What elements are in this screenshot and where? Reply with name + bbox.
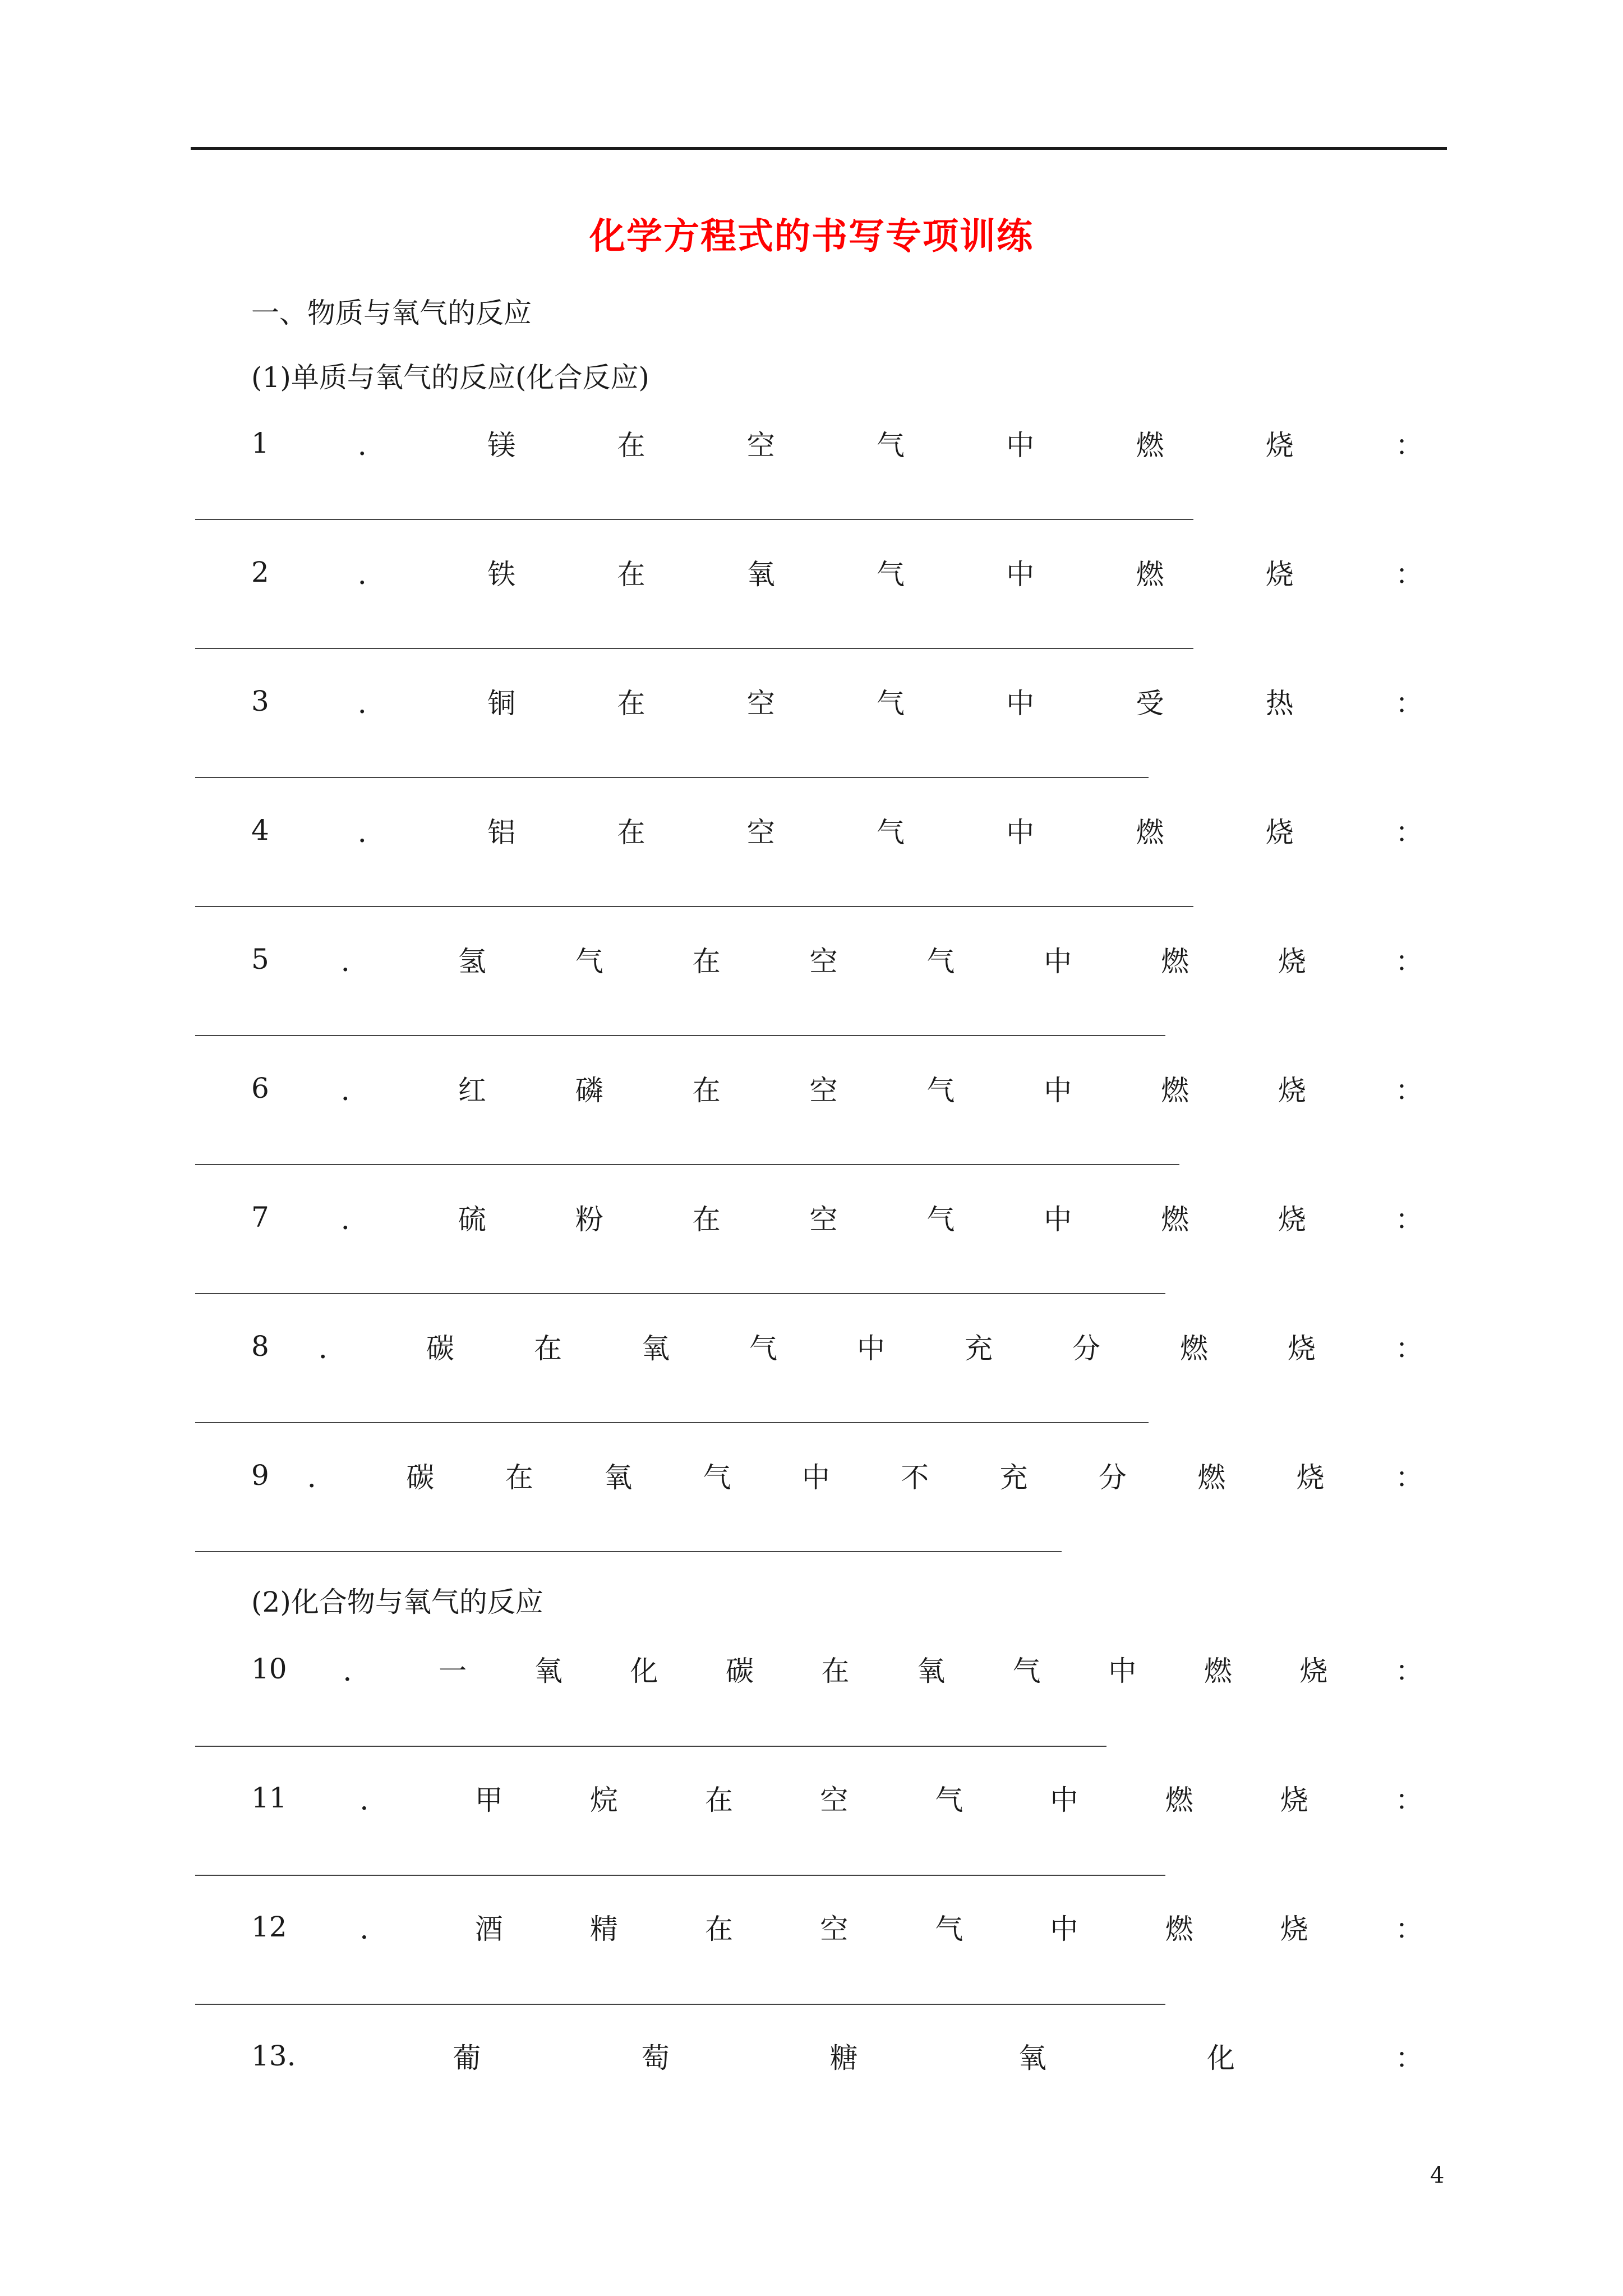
question-char: 甲: [474, 1784, 503, 1816]
separator: ．: [358, 558, 386, 591]
question-char: 氢: [458, 945, 486, 978]
separator: ．: [319, 1332, 347, 1365]
question-char: 空: [746, 687, 775, 720]
separator: ．: [341, 1203, 369, 1236]
question-char: 磷: [575, 1074, 603, 1107]
colon: ：: [1395, 2042, 1423, 2074]
question-char: 在: [692, 1203, 721, 1236]
question-char: 中: [1044, 1203, 1072, 1236]
question-char: 中: [1050, 1913, 1078, 1945]
question-char: 化: [1206, 2042, 1235, 2074]
question-char: 气: [749, 1332, 777, 1365]
question-char: 氧: [604, 1461, 633, 1494]
question-char: 镁: [487, 429, 516, 462]
question-char: 碳: [426, 1332, 454, 1365]
question-char: 精: [589, 1913, 618, 1945]
question-char: 中: [1006, 816, 1035, 849]
question-12: [251, 1909, 1423, 1945]
question-char: 中: [801, 1461, 830, 1494]
question-char: 在: [534, 1332, 562, 1365]
separator: ．: [358, 429, 386, 462]
question-char: 燃: [1136, 558, 1164, 591]
question-10: [251, 1651, 1423, 1687]
colon: ：: [1395, 816, 1423, 849]
question-number: 11: [251, 1782, 287, 1814]
question-char: 氧: [1018, 2042, 1046, 2074]
question-char: 中: [1108, 1655, 1137, 1687]
answer-line: [195, 1746, 1106, 1747]
section-heading: 一、物质与氧气的反应: [251, 297, 532, 329]
separator: ．: [341, 945, 369, 978]
question-char: 在: [617, 816, 645, 849]
question-number: 9: [251, 1459, 269, 1492]
question-6: [251, 1070, 1423, 1106]
question-char: 燃: [1204, 1655, 1232, 1687]
question-char: 空: [820, 1784, 849, 1816]
question-char: 铜: [487, 687, 516, 720]
question-number: 10: [251, 1653, 287, 1685]
question-char: 糖: [829, 2042, 858, 2074]
answer-line: [195, 1293, 1165, 1294]
question-char: 氧: [746, 558, 775, 591]
question-char: 燃: [1136, 816, 1164, 849]
colon: ：: [1395, 429, 1423, 462]
question-char: 热: [1265, 687, 1294, 720]
question-char: 中: [1044, 945, 1072, 978]
question-char: 空: [746, 816, 775, 849]
question-4: [251, 812, 1423, 848]
question-5: [251, 941, 1423, 977]
question-char: 不: [901, 1461, 929, 1494]
question-char: 中: [1050, 1784, 1078, 1816]
colon: ：: [1395, 1913, 1423, 1945]
question-char: 烧: [1265, 816, 1294, 849]
question-char: 葡: [453, 2042, 481, 2074]
page-title: 化学方程式的书写专项训练: [589, 215, 1034, 257]
answer-line: [195, 519, 1193, 520]
question-char: 充: [965, 1332, 993, 1365]
question-char: 充: [999, 1461, 1028, 1494]
question-char: 碳: [406, 1461, 435, 1494]
separator: ．: [307, 1461, 335, 1494]
answer-line: [195, 1422, 1149, 1423]
answer-line: [195, 1875, 1165, 1876]
question-char: 在: [705, 1913, 734, 1945]
question-char: 在: [692, 1074, 721, 1107]
colon: ：: [1395, 1203, 1423, 1236]
question-char: 烧: [1265, 429, 1294, 462]
question-2: [251, 554, 1423, 590]
question-3: [251, 683, 1423, 719]
question-char: 气: [926, 1203, 955, 1236]
separator: ．: [358, 816, 386, 849]
question-char: 烧: [1278, 1203, 1306, 1236]
question-char: 烧: [1278, 945, 1306, 978]
question-char: 中: [1006, 429, 1035, 462]
question-char: 气: [877, 429, 905, 462]
colon: ：: [1395, 945, 1423, 978]
question-char: 在: [692, 945, 721, 978]
question-char: 在: [505, 1461, 533, 1494]
question-number: 13.: [251, 2040, 296, 2072]
question-char: 分: [1098, 1461, 1127, 1494]
question-char: 中: [1006, 558, 1035, 591]
question-9: [251, 1457, 1423, 1493]
question-number: 5: [251, 943, 269, 976]
question-char: 烧: [1288, 1332, 1316, 1365]
question-number: 3: [251, 685, 269, 717]
question-number: 7: [251, 1201, 269, 1234]
colon: ：: [1395, 1655, 1423, 1687]
answer-line: [195, 1164, 1179, 1165]
separator: ．: [358, 687, 386, 720]
separator: ．: [359, 1784, 388, 1816]
question-char: 一: [439, 1655, 467, 1687]
question-char: 气: [703, 1461, 731, 1494]
question-char: 在: [705, 1784, 734, 1816]
question-char: 燃: [1136, 429, 1164, 462]
question-number: 12: [251, 1911, 287, 1943]
question-char: 酒: [474, 1913, 503, 1945]
question-number: 2: [251, 556, 269, 588]
question-char: 粉: [575, 1203, 603, 1236]
question-char: 气: [575, 945, 603, 978]
question-char: 硫: [458, 1203, 486, 1236]
question-char: 氧: [917, 1655, 946, 1687]
question-char: 气: [877, 558, 905, 591]
question-char: 燃: [1197, 1461, 1226, 1494]
separator: ．: [359, 1913, 388, 1945]
question-char: 空: [809, 1074, 838, 1107]
question-char: 氧: [642, 1332, 670, 1365]
question-char: 在: [617, 558, 645, 591]
colon: ：: [1395, 1074, 1423, 1107]
question-char: 气: [1012, 1655, 1041, 1687]
question-char: 红: [458, 1074, 486, 1107]
question-char: 气: [877, 816, 905, 849]
question-char: 萄: [641, 2042, 670, 2074]
question-char: 在: [821, 1655, 850, 1687]
question-char: 气: [877, 687, 905, 720]
question-char: 气: [926, 1074, 955, 1107]
answer-line: [195, 777, 1149, 778]
question-char: 烧: [1265, 558, 1294, 591]
answer-line: [195, 2004, 1165, 2005]
question-char: 受: [1136, 687, 1164, 720]
question-char: 气: [935, 1913, 963, 1945]
question-char: 中: [857, 1332, 885, 1365]
question-char: 燃: [1161, 945, 1189, 978]
colon: ：: [1395, 1461, 1423, 1494]
question-number: 8: [251, 1330, 269, 1363]
question-char: 烷: [589, 1784, 618, 1816]
answer-line: [195, 648, 1193, 649]
question-char: 烧: [1280, 1913, 1308, 1945]
question-1: [251, 425, 1423, 461]
question-char: 气: [935, 1784, 963, 1816]
colon: ：: [1395, 1784, 1423, 1816]
question-char: 碳: [725, 1655, 754, 1687]
question-7: [251, 1199, 1423, 1235]
question-char: 空: [820, 1913, 849, 1945]
question-char: 在: [617, 429, 645, 462]
question-number: 4: [251, 814, 269, 846]
question-char: 烧: [1299, 1655, 1328, 1687]
question-char: 燃: [1165, 1784, 1193, 1816]
question-char: 在: [617, 687, 645, 720]
question-char: 燃: [1180, 1332, 1208, 1365]
question-char: 氧: [534, 1655, 562, 1687]
header-rule: [191, 147, 1447, 150]
answer-line: [195, 906, 1193, 907]
subsection-heading-1: (1)单质与氧气的反应(化合反应): [251, 361, 649, 394]
question-char: 烧: [1278, 1074, 1306, 1107]
question-char: 燃: [1161, 1203, 1189, 1236]
subsection-heading-2: (2)化合物与氧气的反应: [251, 1586, 543, 1618]
question-char: 化: [630, 1655, 658, 1687]
answer-line: [195, 1551, 1062, 1552]
question-number: 6: [251, 1072, 269, 1105]
question-char: 铁: [487, 558, 516, 591]
colon: ：: [1395, 1332, 1423, 1365]
question-char: 燃: [1165, 1913, 1193, 1945]
question-number: 1: [251, 427, 269, 459]
colon: ：: [1395, 558, 1423, 591]
answer-line: [195, 1035, 1165, 1036]
question-13: [251, 2038, 1423, 2074]
separator: ．: [343, 1655, 371, 1687]
colon: ：: [1395, 687, 1423, 720]
question-char: 空: [809, 945, 838, 978]
question-char: 烧: [1280, 1784, 1308, 1816]
question-char: 气: [926, 945, 955, 978]
question-char: 中: [1044, 1074, 1072, 1107]
question-char: 分: [1072, 1332, 1100, 1365]
question-char: 烧: [1296, 1461, 1325, 1494]
question-char: 空: [746, 429, 775, 462]
question-8: [251, 1328, 1423, 1364]
question-char: 铝: [487, 816, 516, 849]
question-char: 中: [1006, 687, 1035, 720]
question-char: 空: [809, 1203, 838, 1236]
separator: ．: [341, 1074, 369, 1107]
question-11: [251, 1780, 1423, 1816]
question-char: 燃: [1161, 1074, 1189, 1107]
page-number: 4: [1430, 2162, 1445, 2188]
